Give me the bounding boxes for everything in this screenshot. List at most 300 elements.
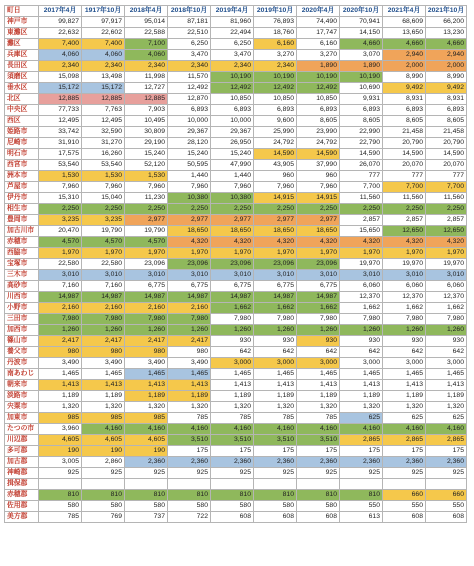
value-cell[interactable]: 74,490 bbox=[297, 17, 340, 28]
value-cell[interactable]: 2,977 bbox=[211, 215, 254, 226]
value-cell[interactable]: 1,970 bbox=[426, 248, 467, 259]
value-cell[interactable]: 14,987 bbox=[254, 292, 297, 303]
value-cell[interactable]: 3,010 bbox=[82, 270, 125, 281]
value-cell[interactable]: 15,240 bbox=[125, 149, 168, 160]
value-cell[interactable]: 81,960 bbox=[211, 17, 254, 28]
value-cell[interactable]: 3,270 bbox=[254, 50, 297, 61]
value-cell[interactable]: 3,000 bbox=[297, 358, 340, 369]
value-cell[interactable]: 2,857 bbox=[340, 215, 383, 226]
value-cell[interactable]: 930 bbox=[297, 336, 340, 347]
value-cell[interactable]: 1,970 bbox=[39, 248, 82, 259]
value-cell[interactable]: 2,340 bbox=[254, 61, 297, 72]
value-cell[interactable]: 13,650 bbox=[383, 28, 426, 39]
value-cell[interactable]: 175 bbox=[383, 446, 426, 457]
value-cell[interactable]: 15,240 bbox=[168, 149, 211, 160]
value-cell[interactable]: 660 bbox=[426, 490, 467, 501]
value-cell[interactable]: 10,190 bbox=[340, 72, 383, 83]
value-cell[interactable]: 1,189 bbox=[125, 391, 168, 402]
value-cell[interactable]: 777 bbox=[426, 171, 467, 182]
value-cell[interactable]: 6,775 bbox=[125, 281, 168, 292]
value-cell[interactable]: 2,250 bbox=[254, 204, 297, 215]
value-cell[interactable]: 3,490 bbox=[39, 358, 82, 369]
row-label-cell[interactable]: 姫路市 bbox=[5, 127, 39, 138]
row-label-cell[interactable]: 宝塚市 bbox=[5, 259, 39, 270]
value-cell[interactable]: 3,510 bbox=[211, 435, 254, 446]
value-cell[interactable]: 1,260 bbox=[168, 325, 211, 336]
value-cell[interactable]: 22,580 bbox=[39, 259, 82, 270]
value-cell[interactable]: 14,987 bbox=[39, 292, 82, 303]
row-label-cell[interactable]: 南あわじ bbox=[5, 369, 39, 380]
row-label-cell[interactable]: 洲本市 bbox=[5, 171, 39, 182]
value-cell[interactable]: 642 bbox=[211, 347, 254, 358]
value-cell[interactable]: 14,590 bbox=[383, 149, 426, 160]
value-cell[interactable]: 18,650 bbox=[211, 226, 254, 237]
value-cell[interactable]: 2,360 bbox=[340, 457, 383, 468]
value-cell[interactable]: 7,700 bbox=[426, 182, 467, 193]
value-cell[interactable]: 12,495 bbox=[39, 116, 82, 127]
value-cell[interactable]: 930 bbox=[254, 336, 297, 347]
value-cell[interactable]: 6,060 bbox=[426, 281, 467, 292]
value-cell[interactable]: 19,970 bbox=[383, 259, 426, 270]
value-cell[interactable]: 6,893 bbox=[211, 105, 254, 116]
value-cell[interactable]: 1,530 bbox=[39, 171, 82, 182]
value-cell[interactable]: 2,417 bbox=[39, 336, 82, 347]
value-cell[interactable]: 930 bbox=[211, 336, 254, 347]
value-cell[interactable]: 1,970 bbox=[297, 248, 340, 259]
value-cell[interactable]: 960 bbox=[297, 171, 340, 182]
value-cell[interactable] bbox=[254, 479, 297, 490]
value-cell[interactable]: 7,100 bbox=[125, 39, 168, 50]
value-cell[interactable]: 14,915 bbox=[297, 193, 340, 204]
value-cell[interactable]: 70,941 bbox=[340, 17, 383, 28]
value-cell[interactable]: 4,060 bbox=[82, 50, 125, 61]
value-cell[interactable]: 20,790 bbox=[383, 138, 426, 149]
value-cell[interactable]: 1,260 bbox=[426, 325, 467, 336]
value-cell[interactable]: 925 bbox=[82, 468, 125, 479]
value-cell[interactable]: 13,498 bbox=[82, 72, 125, 83]
value-cell[interactable]: 19,970 bbox=[340, 259, 383, 270]
row-label-cell[interactable]: 神崎郡 bbox=[5, 468, 39, 479]
value-cell[interactable]: 1,413 bbox=[211, 380, 254, 391]
value-cell[interactable]: 608 bbox=[426, 512, 467, 523]
value-cell[interactable]: 3,510 bbox=[254, 435, 297, 446]
row-label-cell[interactable]: 宍粟市 bbox=[5, 402, 39, 413]
value-cell[interactable]: 925 bbox=[383, 468, 426, 479]
value-cell[interactable]: 2,360 bbox=[383, 457, 426, 468]
value-cell[interactable]: 66,200 bbox=[426, 17, 467, 28]
value-cell[interactable]: 4,660 bbox=[340, 39, 383, 50]
value-cell[interactable]: 6,250 bbox=[168, 39, 211, 50]
value-cell[interactable]: 2,417 bbox=[168, 336, 211, 347]
value-cell[interactable]: 1,189 bbox=[383, 391, 426, 402]
value-cell[interactable]: 19,970 bbox=[426, 259, 467, 270]
value-cell[interactable]: 21,458 bbox=[426, 127, 467, 138]
value-cell[interactable]: 1,413 bbox=[254, 380, 297, 391]
value-cell[interactable]: 12,727 bbox=[125, 83, 168, 94]
value-cell[interactable]: 1,465 bbox=[383, 369, 426, 380]
value-cell[interactable]: 7,980 bbox=[340, 314, 383, 325]
value-cell[interactable]: 3,000 bbox=[426, 358, 467, 369]
value-cell[interactable]: 8,990 bbox=[426, 72, 467, 83]
row-label-cell[interactable]: 西宮市 bbox=[5, 160, 39, 171]
value-cell[interactable]: 50,595 bbox=[168, 160, 211, 171]
value-cell[interactable]: 8,605 bbox=[297, 116, 340, 127]
value-cell[interactable]: 10,850 bbox=[254, 94, 297, 105]
value-cell[interactable]: 99,827 bbox=[39, 17, 82, 28]
value-cell[interactable]: 14,987 bbox=[211, 292, 254, 303]
row-label-cell[interactable]: 三田市 bbox=[5, 314, 39, 325]
value-cell[interactable]: 2,977 bbox=[168, 215, 211, 226]
value-cell[interactable]: 24,792 bbox=[297, 138, 340, 149]
value-cell[interactable]: 9,492 bbox=[383, 83, 426, 94]
value-cell[interactable]: 175 bbox=[254, 446, 297, 457]
row-label-cell[interactable]: 西脇市 bbox=[5, 248, 39, 259]
value-cell[interactable]: 2,000 bbox=[426, 61, 467, 72]
value-cell[interactable]: 1,970 bbox=[82, 248, 125, 259]
value-cell[interactable]: 580 bbox=[211, 501, 254, 512]
value-cell[interactable]: 10,190 bbox=[254, 72, 297, 83]
row-label-cell[interactable]: 多可郡 bbox=[5, 446, 39, 457]
value-cell[interactable]: 6,893 bbox=[297, 105, 340, 116]
value-cell[interactable]: 11,230 bbox=[125, 193, 168, 204]
value-cell[interactable]: 980 bbox=[168, 347, 211, 358]
value-cell[interactable]: 1,320 bbox=[82, 402, 125, 413]
value-cell[interactable]: 1,260 bbox=[39, 325, 82, 336]
value-cell[interactable]: 21,458 bbox=[383, 127, 426, 138]
value-cell[interactable]: 15,240 bbox=[211, 149, 254, 160]
value-cell[interactable]: 785 bbox=[297, 413, 340, 424]
value-cell[interactable]: 925 bbox=[39, 468, 82, 479]
row-label-cell[interactable]: 灘区 bbox=[5, 39, 39, 50]
value-cell[interactable]: 20,070 bbox=[426, 160, 467, 171]
value-cell[interactable] bbox=[426, 479, 467, 490]
value-cell[interactable]: 925 bbox=[297, 468, 340, 479]
value-cell[interactable]: 4,320 bbox=[340, 237, 383, 248]
value-cell[interactable]: 11,998 bbox=[125, 72, 168, 83]
value-cell[interactable]: 1,320 bbox=[383, 402, 426, 413]
value-cell[interactable]: 2,340 bbox=[168, 61, 211, 72]
value-cell[interactable]: 550 bbox=[383, 501, 426, 512]
value-cell[interactable]: 1,189 bbox=[297, 391, 340, 402]
value-cell[interactable]: 4,320 bbox=[254, 237, 297, 248]
value-cell[interactable]: 985 bbox=[82, 413, 125, 424]
value-cell[interactable]: 7,980 bbox=[39, 314, 82, 325]
row-label-cell[interactable]: 朝来市 bbox=[5, 380, 39, 391]
value-cell[interactable]: 2,340 bbox=[125, 61, 168, 72]
value-cell[interactable]: 18,760 bbox=[254, 28, 297, 39]
column-header-cell[interactable]: 1917年10月 bbox=[82, 6, 125, 17]
value-cell[interactable]: 769 bbox=[82, 512, 125, 523]
value-cell[interactable]: 26,950 bbox=[211, 138, 254, 149]
value-cell[interactable]: 2,250 bbox=[39, 204, 82, 215]
value-cell[interactable]: 2,250 bbox=[82, 204, 125, 215]
value-cell[interactable]: 2,865 bbox=[340, 435, 383, 446]
value-cell[interactable]: 2,940 bbox=[383, 50, 426, 61]
value-cell[interactable]: 625 bbox=[383, 413, 426, 424]
value-cell[interactable]: 2,857 bbox=[383, 215, 426, 226]
column-header-cell[interactable]: 2019年4月 bbox=[211, 6, 254, 17]
value-cell[interactable]: 6,775 bbox=[168, 281, 211, 292]
value-cell[interactable]: 810 bbox=[82, 490, 125, 501]
column-header-cell[interactable]: 2021年10月 bbox=[426, 6, 467, 17]
value-cell[interactable]: 785 bbox=[39, 512, 82, 523]
value-cell[interactable]: 1,413 bbox=[383, 380, 426, 391]
value-cell[interactable]: 10,850 bbox=[211, 94, 254, 105]
row-label-cell[interactable]: 中央区 bbox=[5, 105, 39, 116]
value-cell[interactable]: 14,915 bbox=[254, 193, 297, 204]
value-cell[interactable]: 3,000 bbox=[254, 358, 297, 369]
value-cell[interactable]: 3,235 bbox=[39, 215, 82, 226]
value-cell[interactable]: 625 bbox=[426, 413, 467, 424]
value-cell[interactable]: 1,970 bbox=[211, 248, 254, 259]
value-cell[interactable]: 29,367 bbox=[211, 127, 254, 138]
value-cell[interactable]: 2,977 bbox=[254, 215, 297, 226]
value-cell[interactable]: 1,413 bbox=[426, 380, 467, 391]
value-cell[interactable]: 7,160 bbox=[82, 281, 125, 292]
value-cell[interactable]: 6,775 bbox=[211, 281, 254, 292]
value-cell[interactable]: 15,172 bbox=[82, 83, 125, 94]
row-label-cell[interactable]: 丹波市 bbox=[5, 358, 39, 369]
value-cell[interactable]: 1,413 bbox=[39, 380, 82, 391]
value-cell[interactable]: 2,360 bbox=[254, 457, 297, 468]
value-cell[interactable]: 1,662 bbox=[383, 303, 426, 314]
value-cell[interactable]: 8,605 bbox=[383, 116, 426, 127]
value-cell[interactable]: 3,270 bbox=[297, 50, 340, 61]
value-cell[interactable]: 3,010 bbox=[383, 270, 426, 281]
value-cell[interactable]: 3,510 bbox=[168, 435, 211, 446]
value-cell[interactable]: 23,096 bbox=[211, 259, 254, 270]
value-cell[interactable]: 3,960 bbox=[39, 424, 82, 435]
value-cell[interactable]: 3,000 bbox=[340, 358, 383, 369]
value-cell[interactable]: 2,360 bbox=[426, 457, 467, 468]
value-cell[interactable]: 11,560 bbox=[383, 193, 426, 204]
value-cell[interactable]: 1,320 bbox=[426, 402, 467, 413]
value-cell[interactable]: 190 bbox=[125, 446, 168, 457]
value-cell[interactable]: 1,320 bbox=[297, 402, 340, 413]
value-cell[interactable]: 7,980 bbox=[383, 314, 426, 325]
value-cell[interactable]: 23,096 bbox=[125, 259, 168, 270]
row-label-cell[interactable]: 加古川市 bbox=[5, 226, 39, 237]
value-cell[interactable]: 22,580 bbox=[82, 259, 125, 270]
value-cell[interactable]: 1,260 bbox=[82, 325, 125, 336]
value-cell[interactable]: 10,000 bbox=[211, 116, 254, 127]
row-label-cell[interactable]: 須磨区 bbox=[5, 72, 39, 83]
value-cell[interactable]: 642 bbox=[426, 347, 467, 358]
value-cell[interactable]: 14,987 bbox=[168, 292, 211, 303]
value-cell[interactable]: 2,340 bbox=[39, 61, 82, 72]
value-cell[interactable]: 980 bbox=[125, 347, 168, 358]
row-label-cell[interactable]: 西区 bbox=[5, 116, 39, 127]
value-cell[interactable]: 8,931 bbox=[383, 94, 426, 105]
value-cell[interactable]: 14,987 bbox=[125, 292, 168, 303]
value-cell[interactable]: 2,360 bbox=[297, 457, 340, 468]
value-cell[interactable]: 87,181 bbox=[168, 17, 211, 28]
value-cell[interactable]: 30,809 bbox=[125, 127, 168, 138]
value-cell[interactable]: 11,570 bbox=[168, 72, 211, 83]
value-cell[interactable]: 23,096 bbox=[168, 259, 211, 270]
value-cell[interactable]: 1,465 bbox=[125, 369, 168, 380]
value-cell[interactable]: 32,590 bbox=[82, 127, 125, 138]
value-cell[interactable]: 3,490 bbox=[125, 358, 168, 369]
value-cell[interactable]: 7,980 bbox=[82, 314, 125, 325]
value-cell[interactable]: 10,190 bbox=[297, 72, 340, 83]
value-cell[interactable]: 22,510 bbox=[168, 28, 211, 39]
value-cell[interactable]: 29,190 bbox=[125, 138, 168, 149]
value-cell[interactable]: 22,990 bbox=[340, 127, 383, 138]
value-cell[interactable]: 11,560 bbox=[426, 193, 467, 204]
value-cell[interactable]: 613 bbox=[340, 512, 383, 523]
value-cell[interactable]: 15,172 bbox=[39, 83, 82, 94]
value-cell[interactable]: 642 bbox=[383, 347, 426, 358]
value-cell[interactable]: 925 bbox=[340, 468, 383, 479]
value-cell[interactable]: 26,070 bbox=[340, 160, 383, 171]
value-cell[interactable]: 53,540 bbox=[82, 160, 125, 171]
row-label-cell[interactable]: 明石市 bbox=[5, 149, 39, 160]
value-cell[interactable]: 6,160 bbox=[254, 39, 297, 50]
value-cell[interactable]: 625 bbox=[340, 413, 383, 424]
value-cell[interactable]: 10,380 bbox=[211, 193, 254, 204]
row-label-cell[interactable]: 養父市 bbox=[5, 347, 39, 358]
value-cell[interactable]: 9,492 bbox=[426, 83, 467, 94]
value-cell[interactable]: 7,700 bbox=[383, 182, 426, 193]
value-cell[interactable]: 3,010 bbox=[254, 270, 297, 281]
value-cell[interactable]: 1,320 bbox=[39, 402, 82, 413]
row-label-cell[interactable]: 垂水区 bbox=[5, 83, 39, 94]
value-cell[interactable]: 1,320 bbox=[125, 402, 168, 413]
value-cell[interactable]: 3,490 bbox=[168, 358, 211, 369]
value-cell[interactable]: 4,160 bbox=[297, 424, 340, 435]
value-cell[interactable]: 1,413 bbox=[340, 380, 383, 391]
row-label-cell[interactable]: 豊岡市 bbox=[5, 215, 39, 226]
value-cell[interactable]: 1,260 bbox=[211, 325, 254, 336]
row-label-cell[interactable]: 相生市 bbox=[5, 204, 39, 215]
value-cell[interactable]: 1,189 bbox=[254, 391, 297, 402]
value-cell[interactable]: 12,885 bbox=[39, 94, 82, 105]
value-cell[interactable]: 1,413 bbox=[297, 380, 340, 391]
value-cell[interactable]: 580 bbox=[39, 501, 82, 512]
value-cell[interactable]: 22,602 bbox=[82, 28, 125, 39]
value-cell[interactable]: 15,098 bbox=[39, 72, 82, 83]
row-label-cell[interactable]: 淡路市 bbox=[5, 391, 39, 402]
value-cell[interactable]: 2,417 bbox=[125, 336, 168, 347]
value-cell[interactable]: 925 bbox=[254, 468, 297, 479]
value-cell[interactable]: 1,260 bbox=[125, 325, 168, 336]
value-cell[interactable]: 1,189 bbox=[211, 391, 254, 402]
value-cell[interactable]: 2,865 bbox=[426, 435, 467, 446]
value-cell[interactable]: 785 bbox=[254, 413, 297, 424]
value-cell[interactable]: 3,000 bbox=[211, 358, 254, 369]
value-cell[interactable]: 3,010 bbox=[125, 270, 168, 281]
value-cell[interactable]: 47,990 bbox=[211, 160, 254, 171]
value-cell[interactable]: 23,096 bbox=[254, 259, 297, 270]
value-cell[interactable]: 785 bbox=[168, 413, 211, 424]
value-cell[interactable]: 4,320 bbox=[168, 237, 211, 248]
value-cell[interactable]: 660 bbox=[383, 490, 426, 501]
value-cell[interactable]: 7,400 bbox=[82, 39, 125, 50]
value-cell[interactable]: 6,250 bbox=[211, 39, 254, 50]
value-cell[interactable] bbox=[383, 479, 426, 490]
value-cell[interactable]: 8,931 bbox=[426, 94, 467, 105]
value-cell[interactable]: 1,413 bbox=[82, 380, 125, 391]
row-label-cell[interactable]: 小野市 bbox=[5, 303, 39, 314]
value-cell[interactable]: 7,960 bbox=[168, 182, 211, 193]
value-cell[interactable]: 550 bbox=[426, 501, 467, 512]
value-cell[interactable]: 7,980 bbox=[168, 314, 211, 325]
value-cell[interactable]: 14,987 bbox=[297, 292, 340, 303]
value-cell[interactable]: 960 bbox=[254, 171, 297, 182]
value-cell[interactable]: 23,096 bbox=[297, 259, 340, 270]
value-cell[interactable]: 1,465 bbox=[254, 369, 297, 380]
row-label-cell[interactable]: 長田区 bbox=[5, 61, 39, 72]
value-cell[interactable]: 12,492 bbox=[168, 83, 211, 94]
value-cell[interactable]: 3,235 bbox=[82, 215, 125, 226]
value-cell[interactable]: 4,320 bbox=[297, 237, 340, 248]
row-label-cell[interactable]: 加古郡 bbox=[5, 457, 39, 468]
value-cell[interactable]: 20,790 bbox=[426, 138, 467, 149]
value-cell[interactable]: 4,605 bbox=[125, 435, 168, 446]
value-cell[interactable]: 31,270 bbox=[82, 138, 125, 149]
value-cell[interactable] bbox=[211, 479, 254, 490]
row-label-cell[interactable]: 篠山市 bbox=[5, 336, 39, 347]
value-cell[interactable]: 925 bbox=[211, 468, 254, 479]
value-cell[interactable]: 1,413 bbox=[168, 380, 211, 391]
value-cell[interactable]: 7,960 bbox=[254, 182, 297, 193]
value-cell[interactable]: 14,987 bbox=[82, 292, 125, 303]
value-cell[interactable]: 4,160 bbox=[82, 424, 125, 435]
value-cell[interactable]: 4,570 bbox=[82, 237, 125, 248]
value-cell[interactable]: 3,010 bbox=[426, 270, 467, 281]
value-cell[interactable]: 12,650 bbox=[383, 226, 426, 237]
value-cell[interactable]: 3,510 bbox=[297, 435, 340, 446]
value-cell[interactable]: 608 bbox=[211, 512, 254, 523]
value-cell[interactable]: 642 bbox=[340, 347, 383, 358]
value-cell[interactable]: 175 bbox=[426, 446, 467, 457]
column-header-cell[interactable]: 2020年10月 bbox=[340, 6, 383, 17]
value-cell[interactable]: 1,890 bbox=[297, 61, 340, 72]
value-cell[interactable]: 14,590 bbox=[297, 149, 340, 160]
value-cell[interactable]: 722 bbox=[168, 512, 211, 523]
value-cell[interactable]: 7,980 bbox=[211, 314, 254, 325]
value-cell[interactable]: 6,160 bbox=[297, 39, 340, 50]
value-cell[interactable]: 10,000 bbox=[168, 116, 211, 127]
value-cell[interactable]: 7,700 bbox=[340, 182, 383, 193]
row-label-cell[interactable]: 北区 bbox=[5, 94, 39, 105]
value-cell[interactable]: 1,260 bbox=[383, 325, 426, 336]
value-cell[interactable]: 580 bbox=[254, 501, 297, 512]
value-cell[interactable]: 43,905 bbox=[254, 160, 297, 171]
value-cell[interactable]: 3,005 bbox=[39, 457, 82, 468]
value-cell[interactable]: 608 bbox=[297, 512, 340, 523]
value-cell[interactable]: 1,970 bbox=[383, 248, 426, 259]
value-cell[interactable]: 12,495 bbox=[82, 116, 125, 127]
value-cell[interactable]: 4,160 bbox=[211, 424, 254, 435]
value-cell[interactable]: 4,060 bbox=[39, 50, 82, 61]
value-cell[interactable]: 17,575 bbox=[39, 149, 82, 160]
value-cell[interactable] bbox=[125, 479, 168, 490]
value-cell[interactable]: 29,367 bbox=[168, 127, 211, 138]
value-cell[interactable]: 4,320 bbox=[211, 237, 254, 248]
value-cell[interactable]: 4,160 bbox=[168, 424, 211, 435]
value-cell[interactable]: 4,660 bbox=[383, 39, 426, 50]
value-cell[interactable]: 1,530 bbox=[82, 171, 125, 182]
row-label-cell[interactable]: 佐用郡 bbox=[5, 501, 39, 512]
value-cell[interactable]: 8,605 bbox=[426, 116, 467, 127]
row-label-cell[interactable]: 三木市 bbox=[5, 270, 39, 281]
value-cell[interactable]: 3,010 bbox=[297, 270, 340, 281]
value-cell[interactable]: 18,650 bbox=[254, 226, 297, 237]
value-cell[interactable]: 810 bbox=[340, 490, 383, 501]
value-cell[interactable]: 1,970 bbox=[168, 248, 211, 259]
